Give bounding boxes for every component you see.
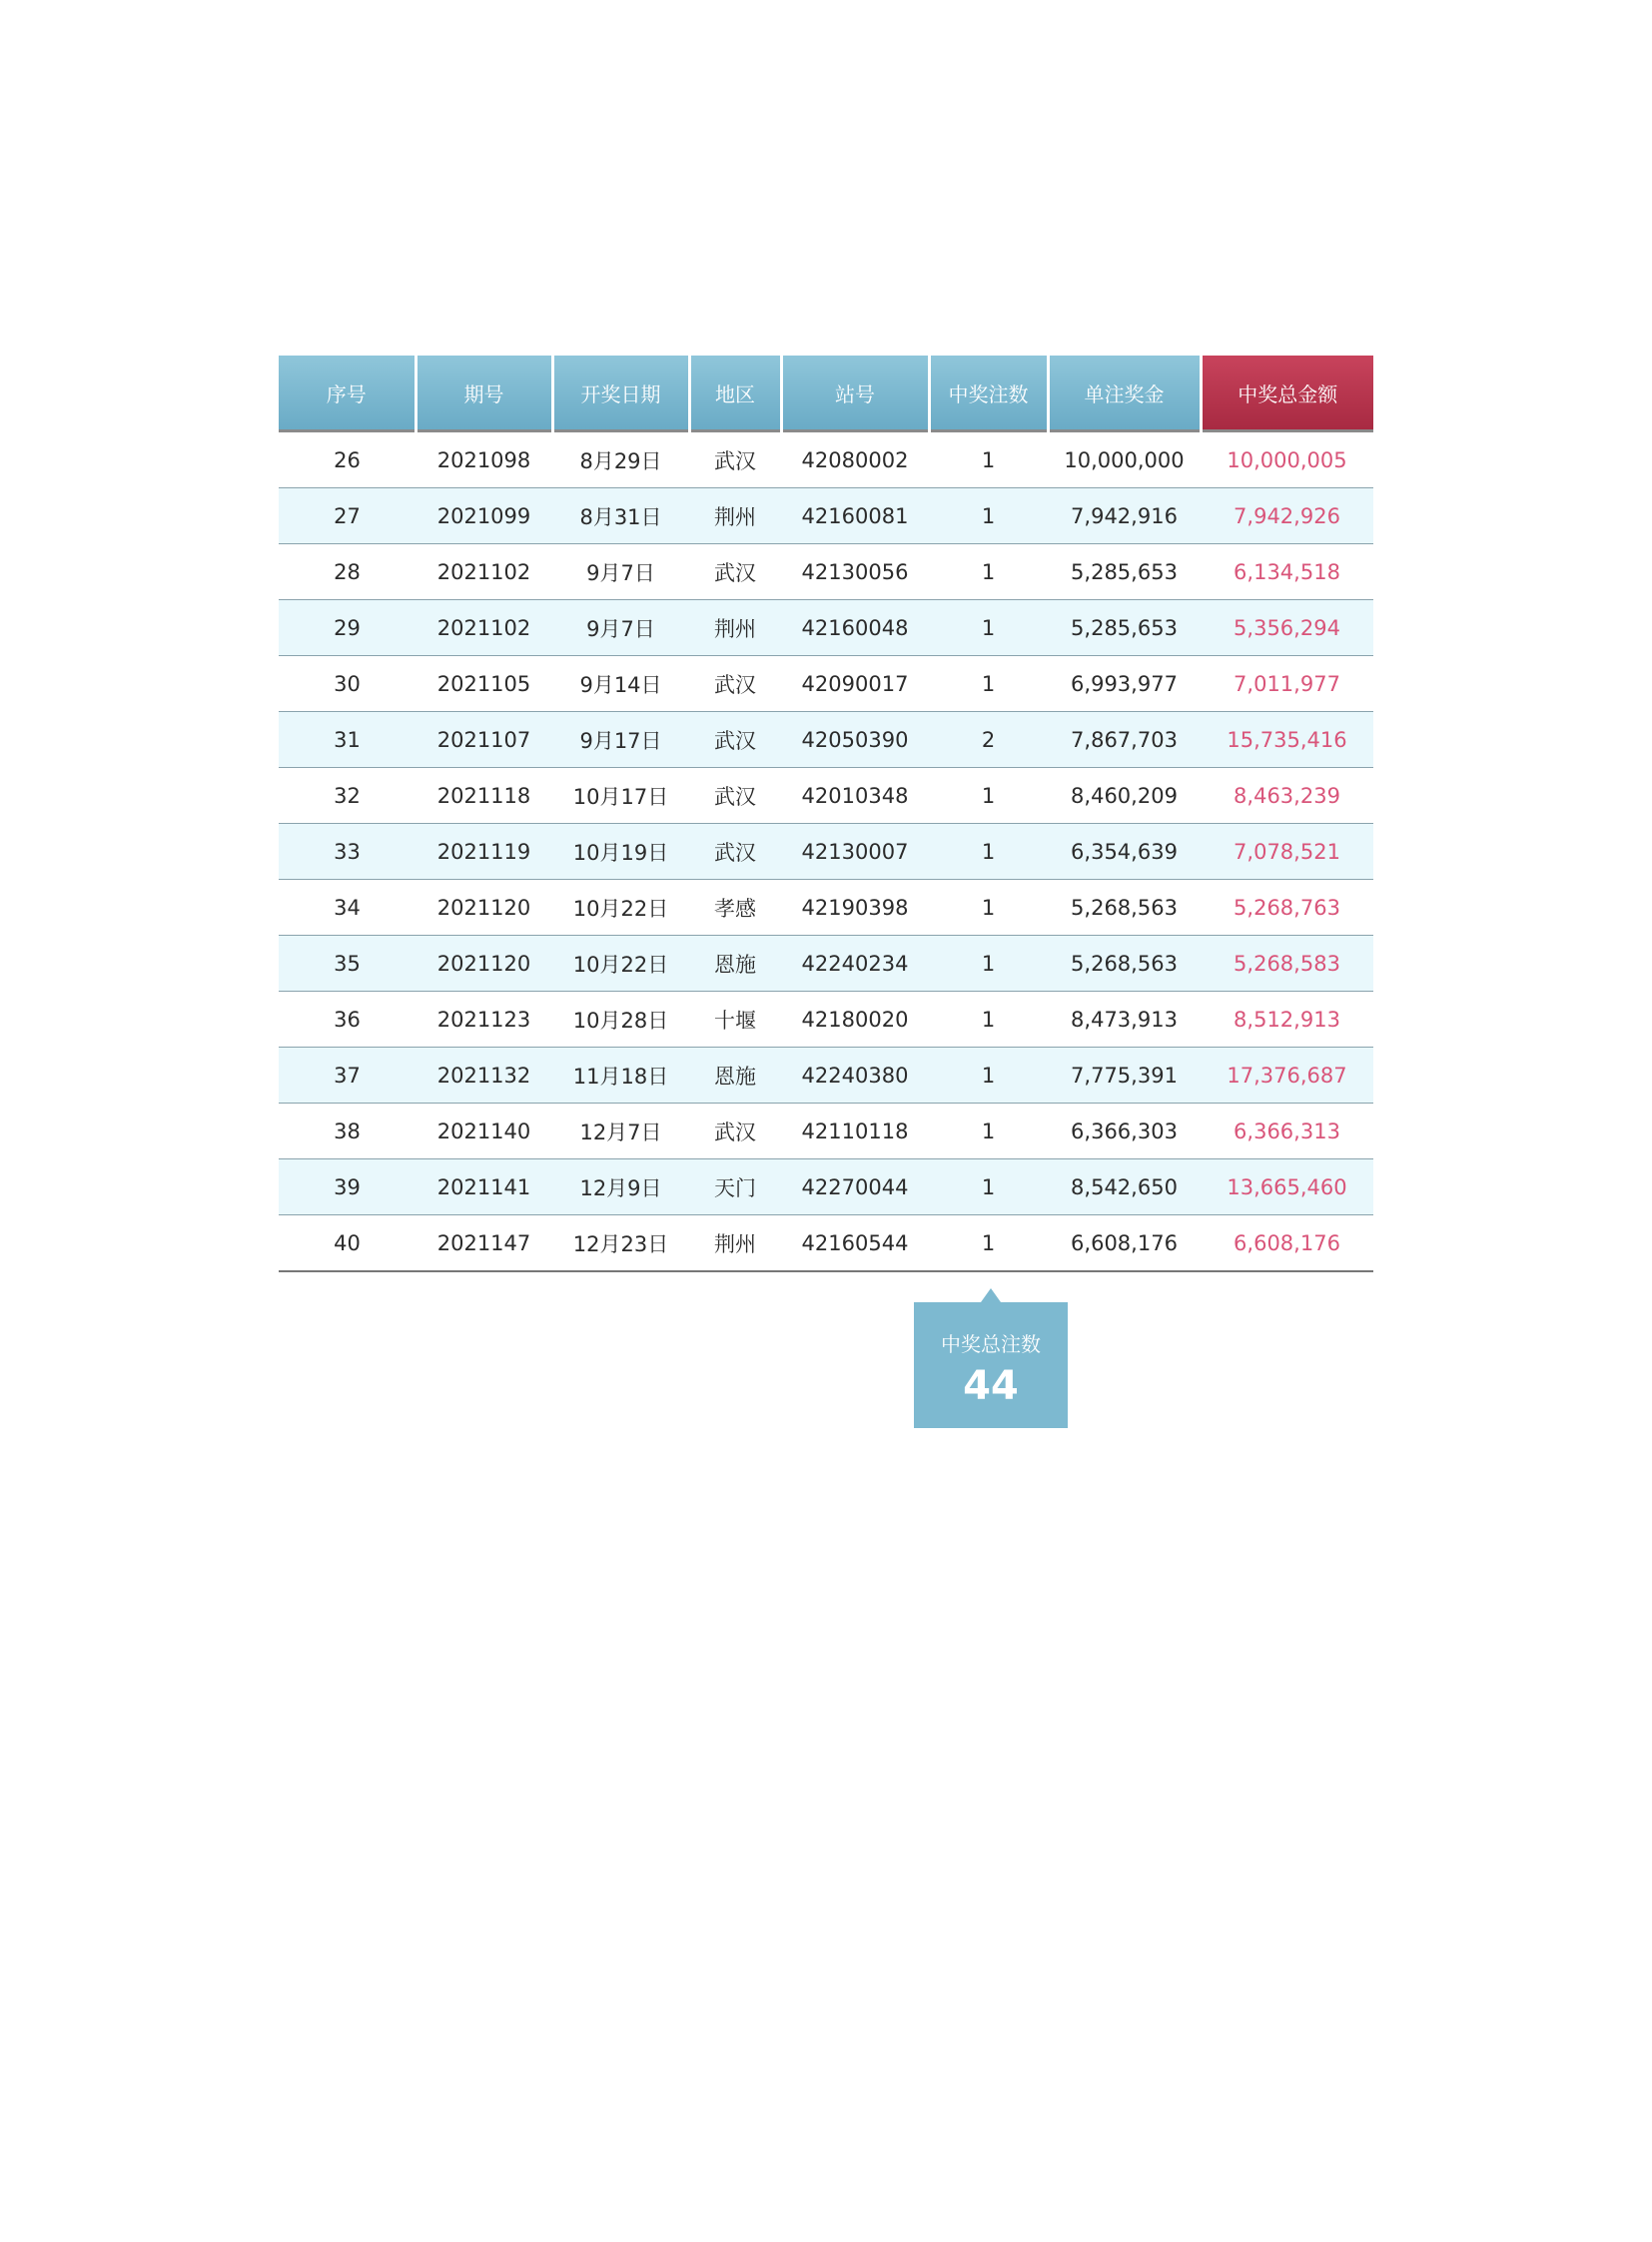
cell-draw-date: 9月7日 [552, 600, 689, 656]
header-index: 序号 [279, 356, 415, 431]
cell-total-prize: 6,366,313 [1201, 1104, 1373, 1159]
table-row [279, 992, 1373, 1048]
cell-issue: 2021147 [415, 1215, 552, 1272]
table-row [279, 656, 1373, 712]
header-total-prize: 中奖总金额 [1201, 356, 1373, 431]
table-row [279, 768, 1373, 824]
cell-index: 32 [279, 768, 415, 824]
cell-station: 42160081 [781, 488, 929, 544]
cell-winning-count: 1 [929, 431, 1048, 488]
cell-station: 42240234 [781, 936, 929, 992]
prize-table-container [279, 356, 1373, 1272]
cell-issue: 2021105 [415, 656, 552, 712]
table-row [279, 488, 1373, 544]
cell-draw-date: 8月31日 [552, 488, 689, 544]
table-row [279, 712, 1373, 768]
cell-single-prize: 6,608,176 [1048, 1215, 1201, 1272]
cell-total-prize: 6,608,176 [1201, 1215, 1373, 1272]
cell-issue: 2021102 [415, 600, 552, 656]
cell-draw-date: 10月22日 [552, 880, 689, 936]
cell-draw-date: 10月17日 [552, 768, 689, 824]
cell-station: 42130056 [781, 544, 929, 600]
cell-issue: 2021123 [415, 992, 552, 1048]
cell-total-prize: 7,011,977 [1201, 656, 1373, 712]
table-row [279, 431, 1373, 488]
cell-total-prize: 6,134,518 [1201, 544, 1373, 600]
cell-single-prize: 7,867,703 [1048, 712, 1201, 768]
cell-station: 42160048 [781, 600, 929, 656]
cell-region: 武汉 [689, 712, 781, 768]
cell-total-prize: 8,512,913 [1201, 992, 1373, 1048]
cell-total-prize: 5,356,294 [1201, 600, 1373, 656]
cell-winning-count: 1 [929, 1159, 1048, 1215]
cell-region: 十堰 [689, 992, 781, 1048]
table-row [279, 1215, 1373, 1272]
cell-issue: 2021099 [415, 488, 552, 544]
cell-region: 武汉 [689, 824, 781, 880]
cell-single-prize: 5,285,653 [1048, 544, 1201, 600]
cell-region: 荆州 [689, 600, 781, 656]
cell-region: 荆州 [689, 488, 781, 544]
table-row [279, 880, 1373, 936]
callout-label: 中奖总注数 [941, 1332, 1041, 1356]
cell-index: 37 [279, 1048, 415, 1104]
table-row [279, 1159, 1373, 1215]
cell-region: 武汉 [689, 656, 781, 712]
cell-station: 42190398 [781, 880, 929, 936]
header-single-prize: 单注奖金 [1048, 356, 1201, 431]
cell-index: 35 [279, 936, 415, 992]
cell-draw-date: 11月18日 [552, 1048, 689, 1104]
cell-single-prize: 7,775,391 [1048, 1048, 1201, 1104]
cell-winning-count: 1 [929, 992, 1048, 1048]
cell-issue: 2021118 [415, 768, 552, 824]
cell-issue: 2021120 [415, 880, 552, 936]
cell-draw-date: 9月14日 [552, 656, 689, 712]
cell-index: 33 [279, 824, 415, 880]
cell-single-prize: 6,366,303 [1048, 1104, 1201, 1159]
cell-total-prize: 15,735,416 [1201, 712, 1373, 768]
cell-issue: 2021107 [415, 712, 552, 768]
cell-total-prize: 17,376,687 [1201, 1048, 1373, 1104]
cell-index: 28 [279, 544, 415, 600]
cell-index: 30 [279, 656, 415, 712]
callout-value: 44 [963, 1363, 1019, 1409]
table-row [279, 824, 1373, 880]
cell-index: 29 [279, 600, 415, 656]
cell-region: 武汉 [689, 1104, 781, 1159]
cell-region: 武汉 [689, 431, 781, 488]
table-row [279, 1104, 1373, 1159]
cell-total-prize: 13,665,460 [1201, 1159, 1373, 1215]
table-row [279, 544, 1373, 600]
cell-station: 42080002 [781, 431, 929, 488]
cell-region: 恩施 [689, 1048, 781, 1104]
cell-draw-date: 12月9日 [552, 1159, 689, 1215]
cell-station: 42270044 [781, 1159, 929, 1215]
cell-winning-count: 1 [929, 824, 1048, 880]
prize-table [279, 356, 1373, 1272]
table-row [279, 936, 1373, 992]
cell-index: 38 [279, 1104, 415, 1159]
cell-draw-date: 12月7日 [552, 1104, 689, 1159]
cell-draw-date: 9月17日 [552, 712, 689, 768]
cell-single-prize: 8,460,209 [1048, 768, 1201, 824]
header-winning-count: 中奖注数 [929, 356, 1048, 431]
cell-issue: 2021098 [415, 431, 552, 488]
cell-region: 武汉 [689, 768, 781, 824]
cell-winning-count: 2 [929, 712, 1048, 768]
cell-draw-date: 10月22日 [552, 936, 689, 992]
cell-index: 27 [279, 488, 415, 544]
cell-single-prize: 5,268,563 [1048, 880, 1201, 936]
cell-station: 42010348 [781, 768, 929, 824]
table-header-row [279, 356, 1373, 431]
cell-winning-count: 1 [929, 768, 1048, 824]
cell-total-prize: 5,268,583 [1201, 936, 1373, 992]
total-winning-count-callout [914, 1302, 1068, 1428]
cell-single-prize: 5,268,563 [1048, 936, 1201, 992]
cell-region: 恩施 [689, 936, 781, 992]
cell-issue: 2021102 [415, 544, 552, 600]
cell-region: 天门 [689, 1159, 781, 1215]
table-row [279, 600, 1373, 656]
cell-station: 42160544 [781, 1215, 929, 1272]
header-station: 站号 [781, 356, 929, 431]
cell-winning-count: 1 [929, 656, 1048, 712]
cell-index: 39 [279, 1159, 415, 1215]
cell-index: 36 [279, 992, 415, 1048]
cell-index: 26 [279, 431, 415, 488]
cell-winning-count: 1 [929, 544, 1048, 600]
header-region: 地区 [689, 356, 781, 431]
cell-total-prize: 7,942,926 [1201, 488, 1373, 544]
cell-station: 42050390 [781, 712, 929, 768]
header-draw-date: 开奖日期 [552, 356, 689, 431]
cell-single-prize: 7,942,916 [1048, 488, 1201, 544]
cell-index: 40 [279, 1215, 415, 1272]
cell-draw-date: 10月19日 [552, 824, 689, 880]
cell-issue: 2021141 [415, 1159, 552, 1215]
cell-index: 34 [279, 880, 415, 936]
cell-issue: 2021120 [415, 936, 552, 992]
table-row [279, 1048, 1373, 1104]
cell-station: 42180020 [781, 992, 929, 1048]
cell-station: 42240380 [781, 1048, 929, 1104]
cell-winning-count: 1 [929, 1048, 1048, 1104]
cell-issue: 2021119 [415, 824, 552, 880]
cell-total-prize: 7,078,521 [1201, 824, 1373, 880]
cell-winning-count: 1 [929, 936, 1048, 992]
cell-single-prize: 8,473,913 [1048, 992, 1201, 1048]
cell-issue: 2021140 [415, 1104, 552, 1159]
cell-single-prize: 6,354,639 [1048, 824, 1201, 880]
header-issue: 期号 [415, 356, 552, 431]
cell-total-prize: 8,463,239 [1201, 768, 1373, 824]
table-body [279, 431, 1373, 1272]
cell-winning-count: 1 [929, 600, 1048, 656]
cell-station: 42110118 [781, 1104, 929, 1159]
cell-single-prize: 10,000,000 [1048, 431, 1201, 488]
cell-winning-count: 1 [929, 880, 1048, 936]
cell-draw-date: 9月7日 [552, 544, 689, 600]
cell-draw-date: 12月23日 [552, 1215, 689, 1272]
cell-winning-count: 1 [929, 1215, 1048, 1272]
cell-winning-count: 1 [929, 488, 1048, 544]
cell-total-prize: 5,268,763 [1201, 880, 1373, 936]
cell-total-prize: 10,000,005 [1201, 431, 1373, 488]
cell-region: 荆州 [689, 1215, 781, 1272]
cell-issue: 2021132 [415, 1048, 552, 1104]
cell-single-prize: 8,542,650 [1048, 1159, 1201, 1215]
cell-index: 31 [279, 712, 415, 768]
cell-station: 42130007 [781, 824, 929, 880]
cell-single-prize: 5,285,653 [1048, 600, 1201, 656]
cell-winning-count: 1 [929, 1104, 1048, 1159]
cell-region: 孝感 [689, 880, 781, 936]
cell-station: 42090017 [781, 656, 929, 712]
cell-draw-date: 8月29日 [552, 431, 689, 488]
cell-draw-date: 10月28日 [552, 992, 689, 1048]
cell-region: 武汉 [689, 544, 781, 600]
cell-single-prize: 6,993,977 [1048, 656, 1201, 712]
